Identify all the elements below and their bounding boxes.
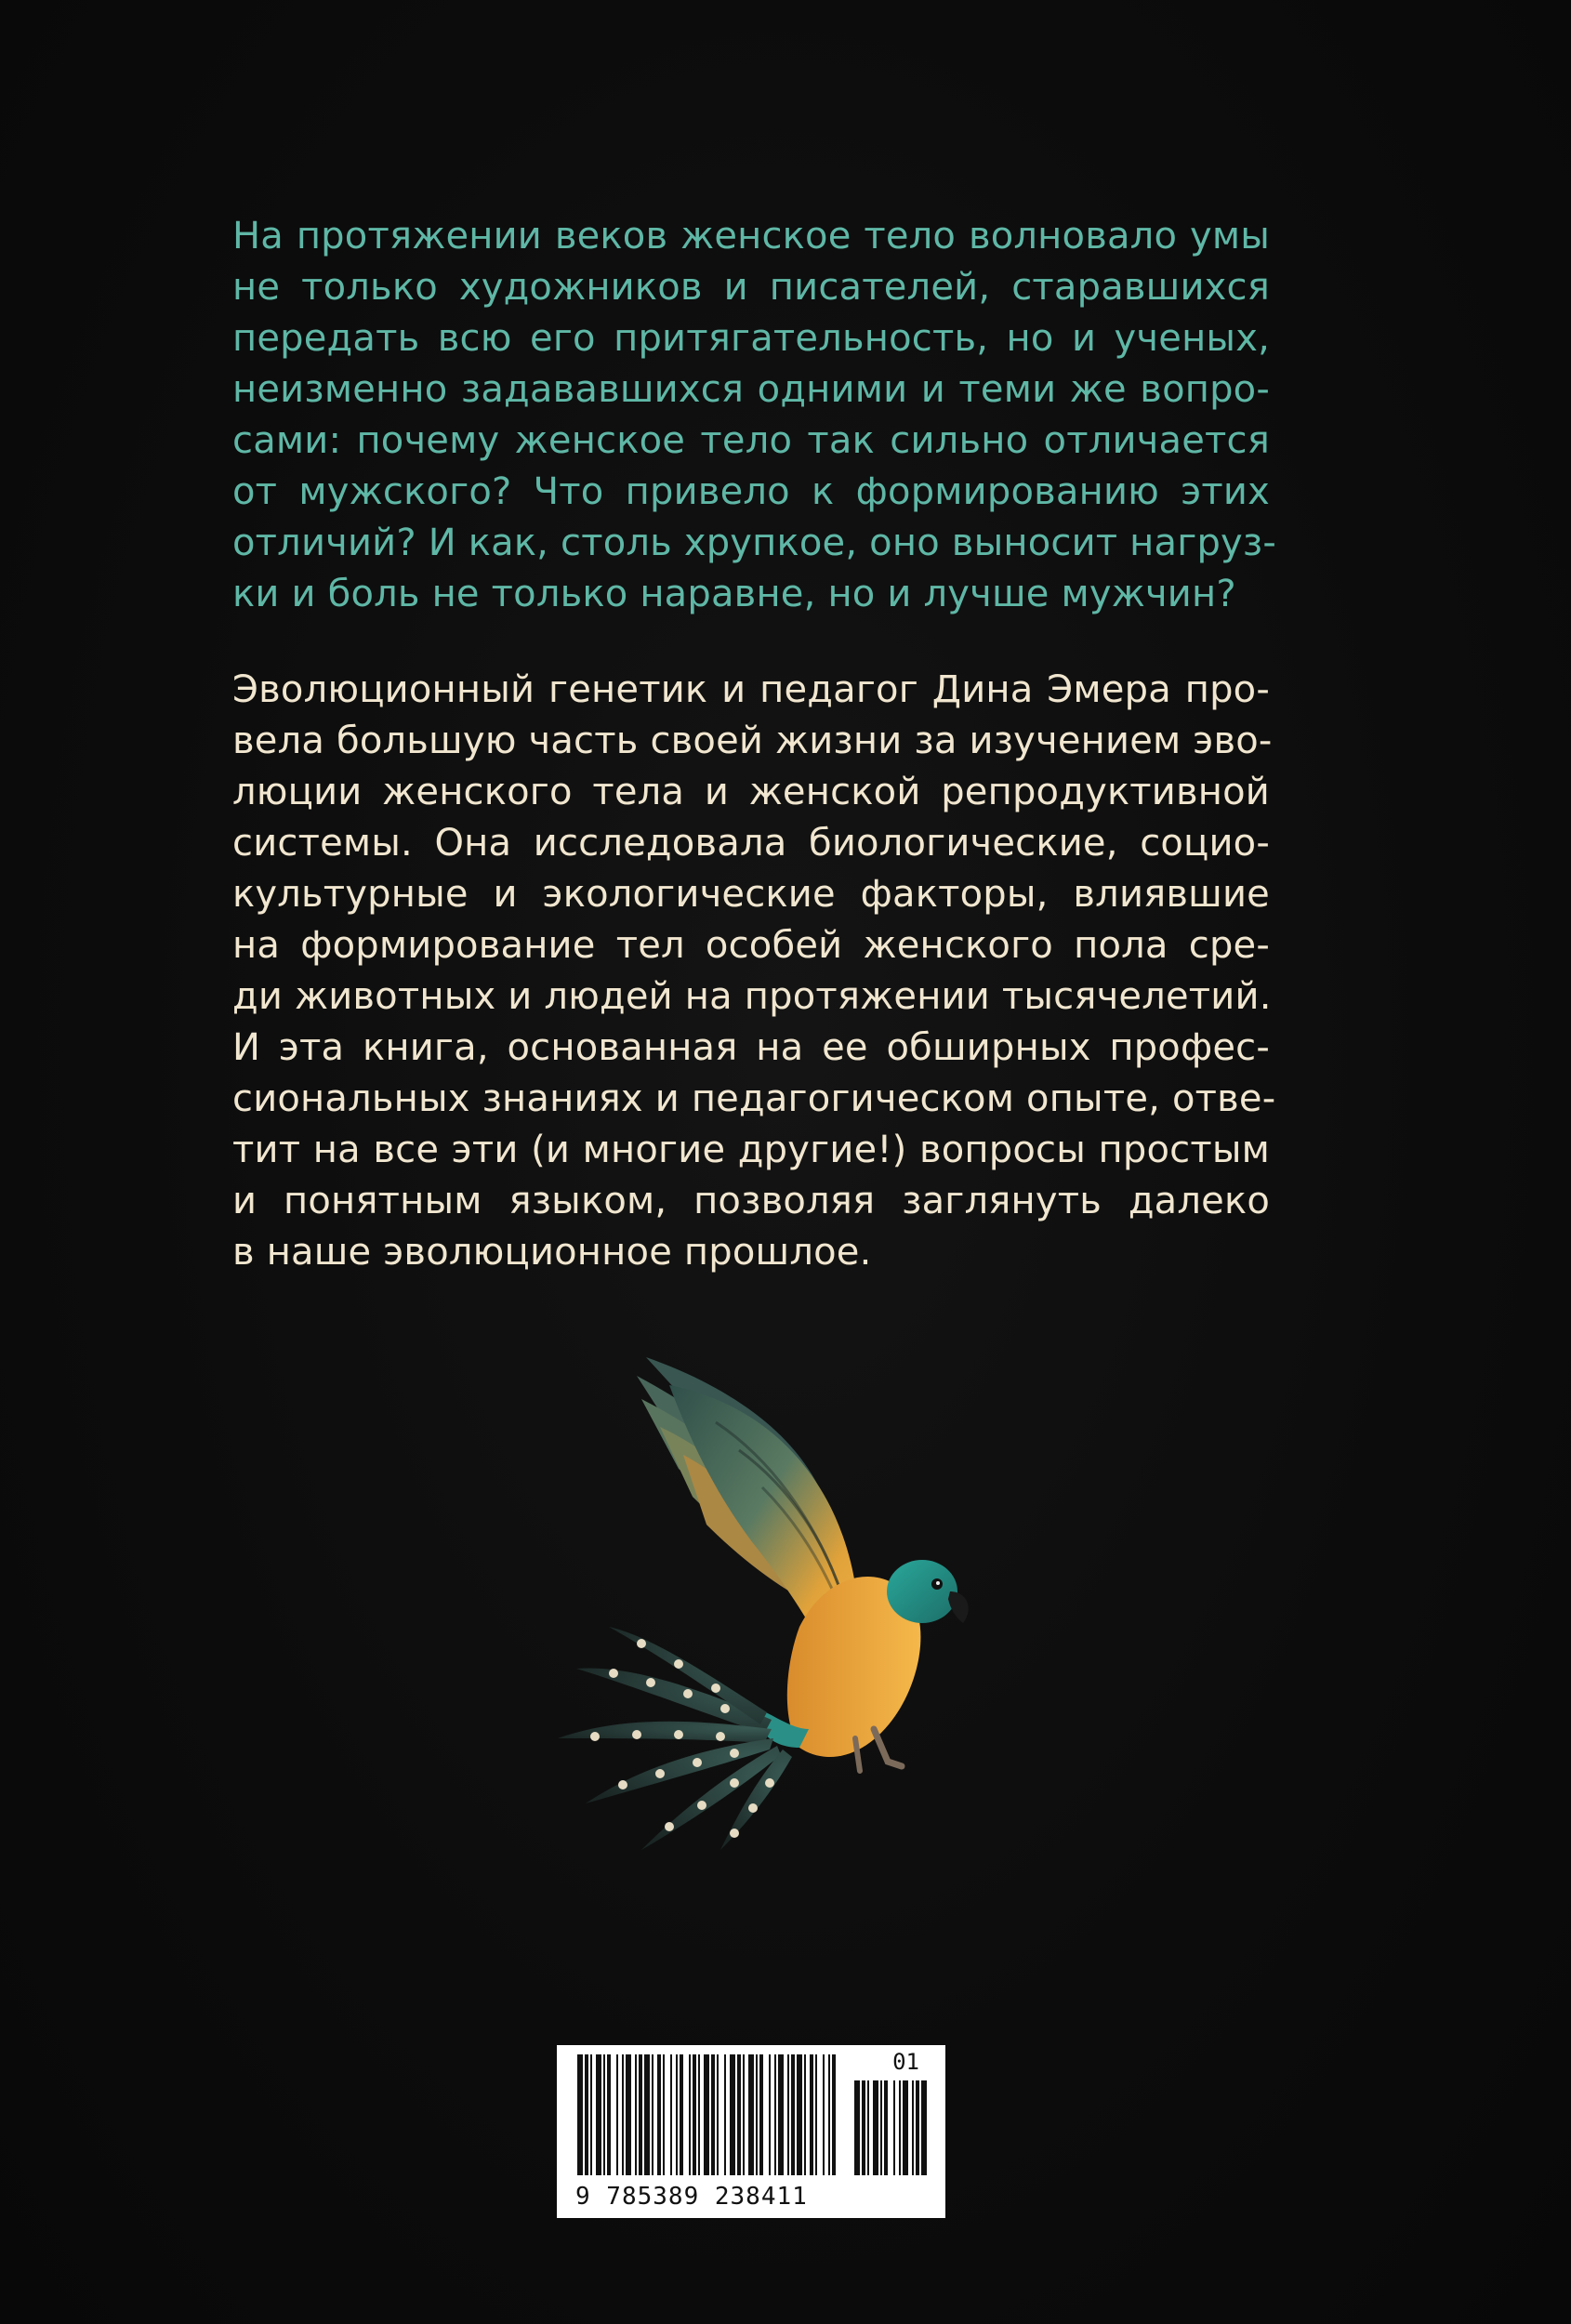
barcode-digits: 9 785389 238411 [575,2183,808,2211]
intro-paragraph [232,211,1277,620]
text-line: системы. Она исследовала биологические, социо- [232,822,1270,865]
text-line: неизменно задававшихся одними и теми же вопро- [232,368,1270,411]
text-line: не только художников и писателей, старавшихся [232,266,1270,309]
text-line: люции женского тела и женской репродуктивной [232,771,1270,813]
text-line: в наше эволюционное прошлое. [232,1231,872,1274]
text-line: и понятным языком, позволяя заглянуть далеко [232,1180,1270,1222]
text-line: ди животных и людей на протяжении тысячелетий. [232,975,1272,1018]
text-line: На протяжении веков женское тело волновало умы [232,215,1270,257]
text-line: культурные и экологические факторы, влиявшие [232,873,1270,916]
barcode-addon: 01 [892,2049,919,2075]
text-line: отличий? И как, столь хрупкое, оно выносит нагруз- [232,522,1277,564]
text-line: вела большую часть своей жизни за изучением эво- [232,720,1273,762]
text-line: тит на все эти (и многие другие!) вопросы простым [232,1129,1270,1171]
text-line: от мужского? Что привело к формированию этих [232,470,1270,513]
parrot-illustration-icon [521,1348,1004,1850]
author-paragraph [232,665,1276,1278]
text-line: ки и боль не только наравне, но и лучше мужчин? [232,573,1236,615]
text-line: на формирование тел особей женского пола сре- [232,924,1270,967]
text-line: передать всю его притягательность, но и ученых, [232,317,1270,360]
text-line: сиональных знаниях и педагогическом опыте, отве- [232,1077,1276,1120]
isbn-barcode [557,2045,945,2218]
text-line: И эта книга, основанная на ее обширных профес- [232,1026,1270,1069]
text-line: Эволюционный генетик и педагог Дина Эмера про- [232,668,1270,711]
text-line: сами: почему женское тело так сильно отличается [232,419,1270,462]
